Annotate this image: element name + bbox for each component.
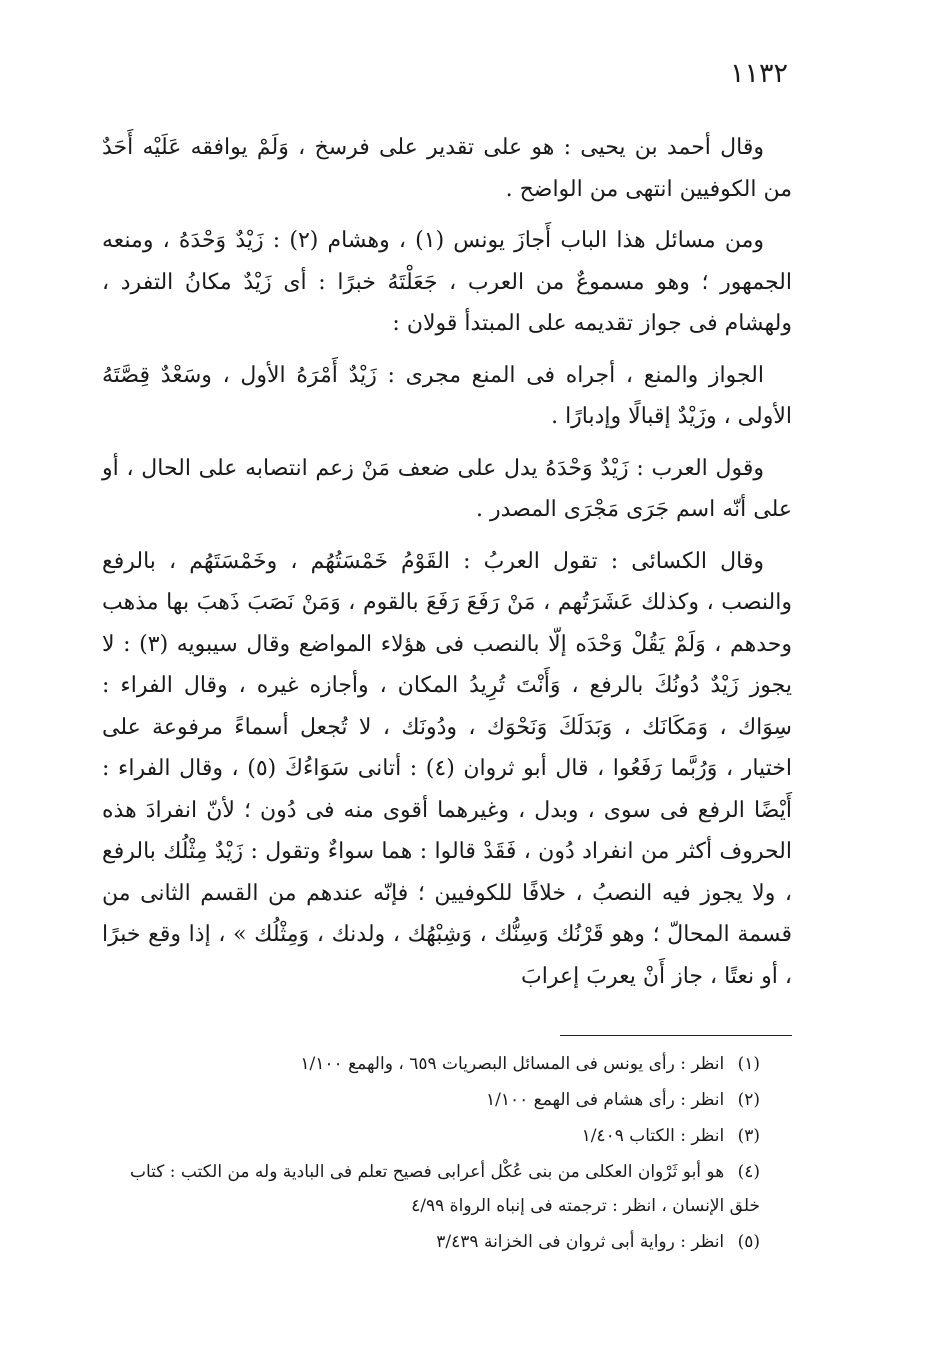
footnote (100, 1083, 788, 1117)
footnote (100, 1119, 788, 1153)
footnote-number: (١) (737, 1054, 760, 1074)
paragraph: ومن مسائل هذا الباب أَجازَ يونس (١) ، وهشام (٢) : زَيْدٌ وَحْدَهُ ، ومنعه الجمهور ؛ وهو مسموعٌ من العرب ، جَعَلْتَهُ خبرًا : أى زَيْدٌ مكانُ التفرد ، ولهشام فى جواز تقديمه على المبتدأ قولان : (102, 228, 792, 336)
footnote-text: انظر : الكتاب ١/٤٠٩ (581, 1126, 725, 1146)
footnote (100, 1047, 788, 1081)
paragraph: الجواز والمنع ، أجراه فى المنع مجرى : زَيْدٌ أَمْرَهُ الأول ، وسَعْدٌ قِصَّتَهُ الأولى ، وزَيْدٌ إقبالًا وإدبارًا . (102, 362, 792, 429)
page-number: ١١٣٢ (729, 58, 788, 89)
footnote-number: (٣) (737, 1126, 760, 1146)
footnote-number: (٢) (737, 1090, 760, 1110)
paragraph: وقول العرب : زَيْدٌ وَحْدَهُ يدل على ضعف مَنْ زعم انتصابه على الحال ، أو على أنّه اسم جَرَى مَجْرَى المصدر . (102, 455, 792, 522)
footnote (100, 1155, 788, 1223)
footnote-text: انظر : رواية أبى ثروان فى الخزانة ٣/٤٣٩ (436, 1232, 725, 1252)
footnote-text: انظر : رأى يونس فى المسائل البصريات ٦٥٩ ، والهمع ١/١٠٠ (300, 1054, 725, 1074)
footnote-number: (٤) (737, 1162, 760, 1182)
footnote-number: (٥) (737, 1232, 760, 1252)
footnote-divider (560, 1035, 792, 1036)
footnote-text: انظر : رأى هشام فى الهمع ١/١٠٠ (485, 1090, 725, 1110)
paragraph: وقال أحمد بن يحيى : هو على تقدير على فرسخ ، وَلَمْ يوافقه عَلَيْه أَحَدٌ من الكوفيين انتهى من الواضح . (102, 135, 792, 202)
main-text (102, 127, 792, 1007)
footnote-text: هو أبو ثَرْوان العكلى من بنى عُكْل أعرابى فصيح تعلم فى البادية وله من الكتب : كتاب خلق الإنسان ، انظر : ترجمته فى إنباه الرواة ٤/٩٩ (129, 1162, 760, 1216)
paragraph: وقال الكسائى : تقول العربُ : القَوْمُ خَمْسَتُهُم ، وخَمْسَتَهُم ، بالرفع والنصب ، وكذلك عَشَرَتُهم ، مَنْ رَفَعَ رَفَعَ بالقوم ، وَمَنْ نَصَبَ ذَهبَ بها مذهب وحدهم ، وَلَمْ يَقُلْ وَحْدَه إلّا بالنصب فى هؤلاء المواضع وقال سيبويه (٣) : لا يجوز زَيْدٌ دُونُكَ بالرفع ، وَأَنْتَ تُرِيدُ المكان ، وأجازه غيره ، وقال الفراء : سِوَاك ، وَمَكَانَك ، وَبَدَلَكَ وَنَحْوَك ، ودُونَك ، لا تُجعل أسماءً مرفوعة على اختيار ، وَرُبَّما رَفَعُوا ، قال أبو ثروان (٤) : أتانى سَوَاءُكَ (٥) ، وقال الفراء : أَيْضًا الرفع فى سوى ، وبدل ، وغيرهما أقوى منه فى دُون ؛ لأنّ انفرادَ هذه الحروف أكثر من انفراد دُون ، فَقَدْ قالوا : هما سواءٌ وتقول : زَيْدٌ مِثْلُك بالرفع ، ولا يجوز فيه النصبُ ، خلافًا للكوفيين ؛ فإنّه عندهم من القسم الثانى من قسمة المحالّ ؛ وهو قَرْنُك وَسِنُّك ، وَشِبْهُك ، ولدنك ، وَمِثْلُك » ، إذا وقع خبرًا ، أو نعتًا ، جاز أَنْ يعربَ إعرابَ (102, 548, 793, 989)
footnotes (100, 1047, 788, 1261)
footnote (100, 1225, 788, 1259)
